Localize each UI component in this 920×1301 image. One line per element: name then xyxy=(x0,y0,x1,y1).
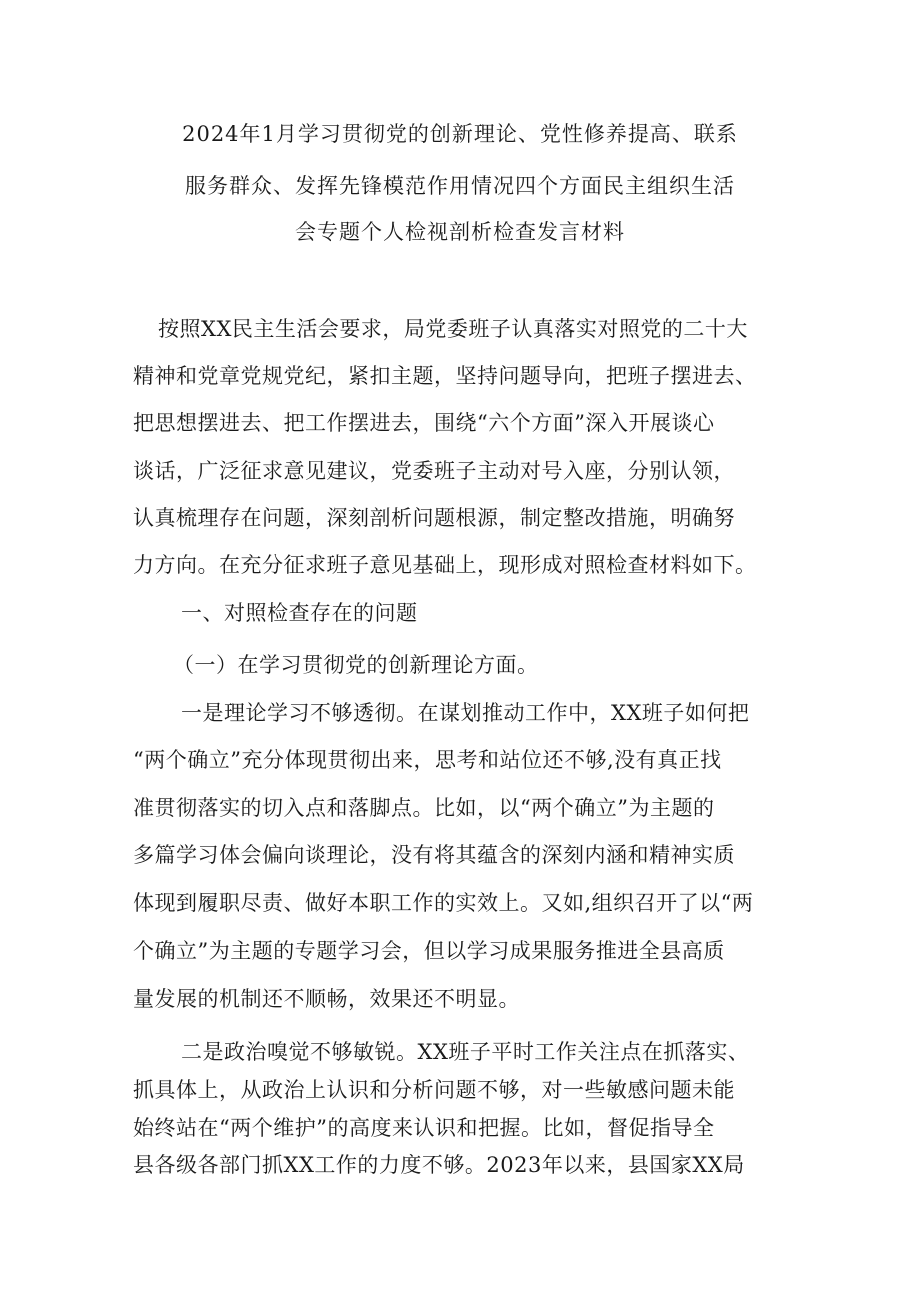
subsection-heading: （一）在学习贯彻党的创新理论方面。 xyxy=(173,653,539,677)
document-title-line-1: 2024年1月学习贯彻党的创新理论、党性修养提高、联系 xyxy=(182,122,738,146)
intro-line-5: 认真梳理存在问题，深刻剖析问题根源，制定整改措施，明确努 xyxy=(133,506,735,530)
point-two-line-1: 二是政治嗅觉不够敏锐。XX班子平时工作关注点在抓落实、 xyxy=(181,1040,750,1064)
point-one-line-2: “两个确立”充分体现贯彻出来，思考和站位还不够,没有真正找 xyxy=(133,748,722,772)
intro-line-3: 把思想摆进去、把工作摆进去，围绕“六个方面”深入开展谈心 xyxy=(133,411,715,435)
document-title-line-2: 服务群众、发挥先锋模范作用情况四个方面民主组织生活 xyxy=(185,174,735,198)
point-one-line-1: 一是理论学习不够透彻。在谋划推动工作中，XX班子如何把 xyxy=(181,701,750,725)
section-heading: 一、对照检查存在的问题 xyxy=(181,601,418,625)
point-one-line-4: 多篇学习体会偏向谈理论，没有将其蕴含的深刻内涵和精神实质 xyxy=(133,843,735,867)
intro-line-4: 谈话，广泛征求意见建议，党委班子主动对号入座，分别认领， xyxy=(133,459,735,483)
point-one-line-5: 体现到履职尽责、做好本职工作的实效上。又如,组织召开了以“两 xyxy=(133,891,754,915)
intro-line-6: 力方向。在充分征求班子意见基础上，现形成对照检查材料如下。 xyxy=(133,553,757,577)
intro-line-1: 按照XX民主生活会要求，局党委班子认真落实对照党的二十大 xyxy=(158,317,748,341)
point-one-line-6: 个确立”为主题的专题学习会，但以学习成果服务推进全县高质 xyxy=(133,939,725,963)
point-one-line-3: 准贯彻落实的切入点和落脚点。比如，以“两个确立”为主题的 xyxy=(133,796,715,820)
document-title-line-3: 会专题个人检视剖析检查发言材料 xyxy=(295,220,625,244)
point-one-line-7: 量发展的机制还不顺畅，效果还不明显。 xyxy=(133,987,520,1011)
intro-line-2: 精神和党章党规党纪，紧扣主题，坚持问题导向，把班子摆进去、 xyxy=(133,364,757,388)
point-two-line-2: 抓具体上，从政治上认识和分析问题不够，对一些敏感问题未能 xyxy=(133,1078,735,1102)
point-two-line-3: 始终站在“两个维护”的高度来认识和把握。比如，督促指导全 xyxy=(133,1116,715,1140)
point-two-line-4: 县各级各部门抓XX工作的力度不够。2023年以来，县国家XX局 xyxy=(133,1153,745,1177)
